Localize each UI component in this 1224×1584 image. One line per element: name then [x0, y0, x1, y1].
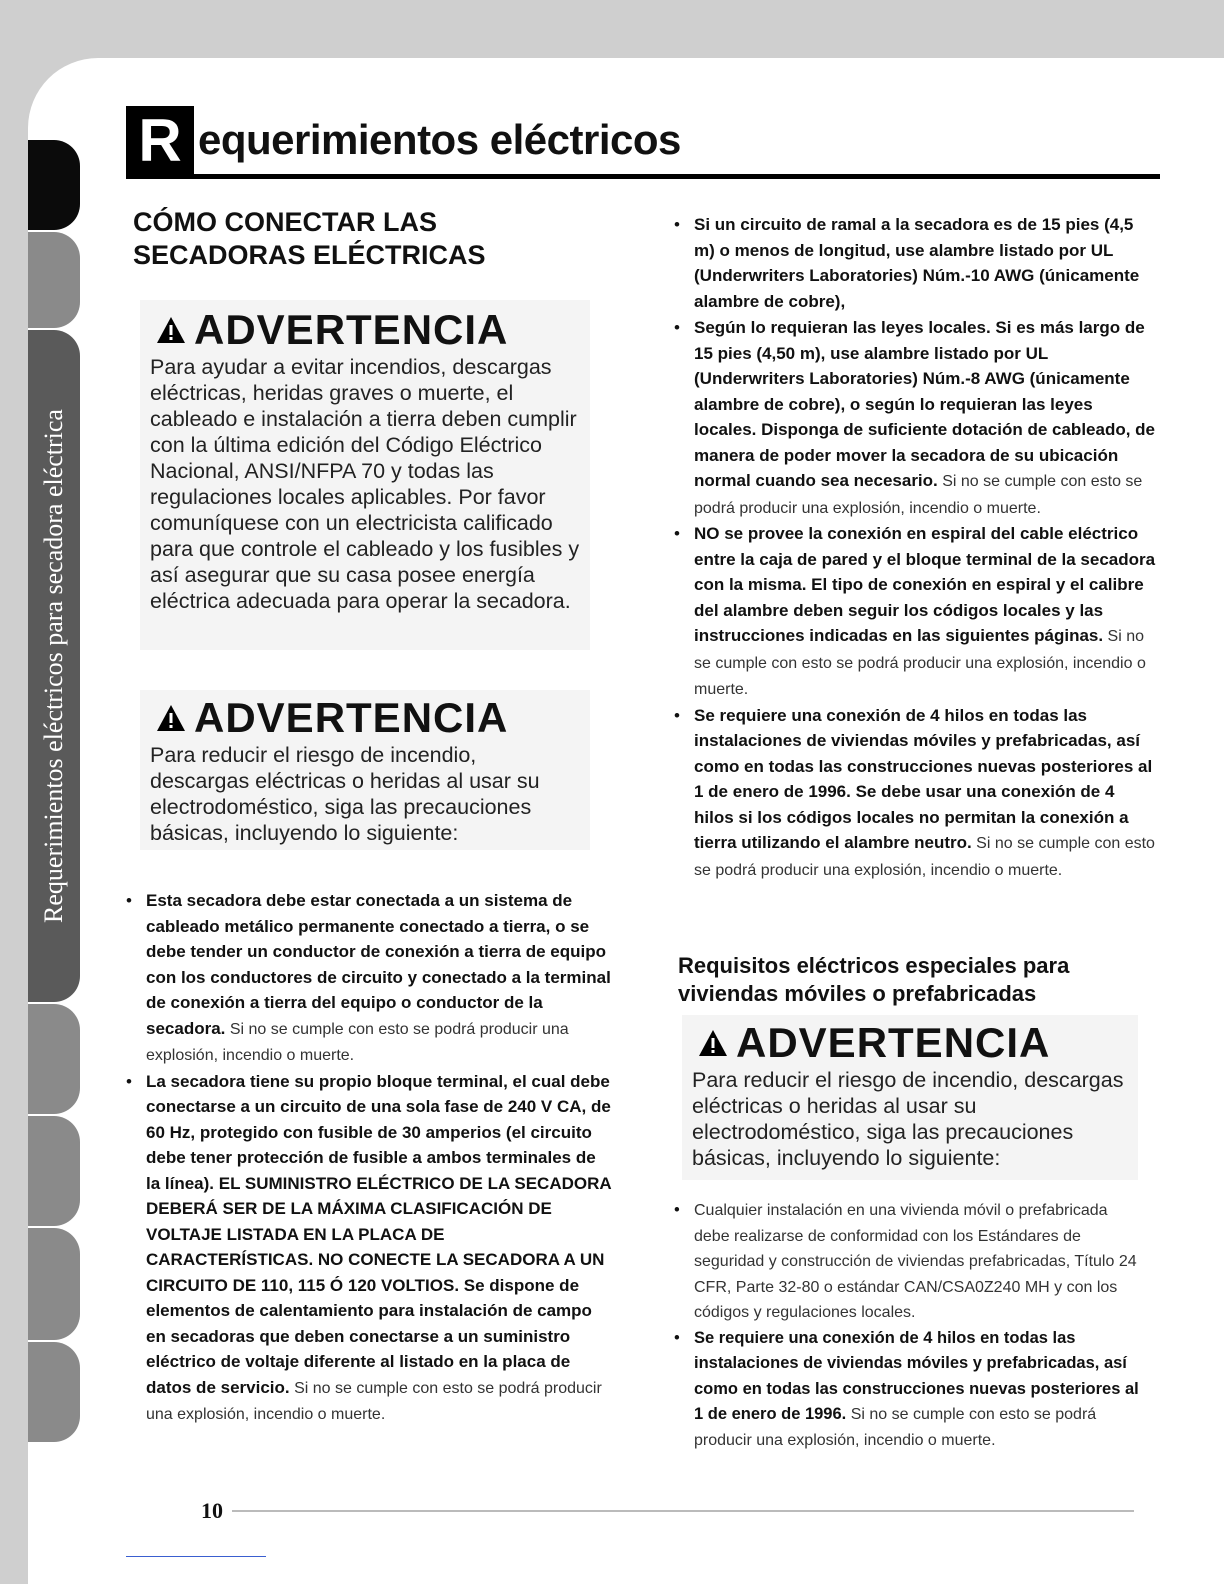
side-tab-label-wrap [28, 330, 80, 1002]
warning-box-3 [682, 1015, 1138, 1180]
side-tabs [28, 140, 80, 1584]
warning-title-1: ADVERTENCIA [194, 306, 509, 353]
side-tab-4[interactable] [28, 1004, 80, 1114]
list-item [672, 521, 1156, 703]
bullet-bold-text: Se requiere una conexión de 4 hilos en todas las instalaciones de viviendas móviles y prefabricadas, así como en todas las construcciones nuevas posteriores al 1 de enero de 1996. [694, 1328, 1139, 1423]
side-tab-2[interactable] [28, 232, 80, 328]
bullet-bold-text: Se requiere una conexión de 4 hilos en todas las instalaciones de viviendas móviles y prefabricadas, así como en todas las construcciones nuevas posteriores al 1 de enero de 1996. Se debe usar una conexión de 4 hilos si los códigos locales no permitan la conexión a tierra utilizando el alambre neutro. [694, 705, 1153, 852]
section-title [133, 206, 593, 272]
corner-line [126, 1556, 266, 1557]
bullet-normal-text: Si no se cumple con esto se podrá producir una explosión, incendio o muerte. [146, 1379, 602, 1423]
mobile-section-title: Requisitos eléctricos especiales para viviendas móviles o prefabricadas [678, 953, 1070, 1006]
bullet-bold-text: Según lo requieran las leyes locales. Si es más largo de 15 pies (4,50 m), use alambre listado por UL (Underwriters Laboratories) Núm.-8 AWG (únicamente alambre de cobre), o según lo requieran las leyes locales. Disponga de suficiente dotación de cableado, de manera de poder mover la secadora de su ubicación normal cuando sea necesario. [694, 318, 1156, 490]
list-item [672, 1326, 1142, 1454]
bullet-bold-text: La secadora tiene su propio bloque terminal, el cual debe conectarse a un circuito de una sola fase de 240 V CA, de 60 Hz, protegido con fusible de 30 amperios (el circuito debe tener protección de fusible a ambos terminales de la línea). EL SUMINISTRO ELÉCTRICO DE LA SECADORA DEBERÁ SER DE LA MÁXIMA CLASIFICACIÓN DE VOLTAJE LISTADA EN LA PLACA DE CARACTERÍSTICAS. NO CONECTE LA SECADORA A UN CIRCUITO DE 110, 115 Ó 120 VOLTIOS. Se dispone de elementos de calentamiento para instalación de campo en secadoras que deben conectarse a un suministro eléctrico de voltaje diferente al listado en la placa de datos de servicio. [146, 1071, 612, 1397]
bullet-normal-text: Si no se cumple con esto se podrá producir una explosión, incendio o muerte. [694, 628, 1146, 698]
side-tab-active[interactable] [28, 330, 80, 1002]
side-tab-1[interactable] [28, 140, 80, 230]
bullet-normal-text: Si no se cumple con esto se podrá producir una explosión, incendio o muerte. [146, 1020, 569, 1064]
warning-triangle-icon [156, 704, 186, 732]
page-header [126, 106, 1160, 178]
warning-box-2 [140, 690, 590, 850]
warning-box-1 [140, 300, 590, 650]
warning-text-2: Para reducir el riesgo de incendio, descargas eléctricas o heridas al usar su electrodoméstico, siga las precauciones básicas, incluyendo lo siguiente: [150, 743, 540, 845]
side-tab-6[interactable] [28, 1228, 80, 1340]
list-item [672, 212, 1156, 315]
page-number: 10 [201, 1498, 223, 1523]
bullet-bold-text: Esta secadora debe estar conectada a un sistema de cableado metálico permanente conectado a tierra, o se debe tender un conductor de conexión a tierra de equipo con los conductores de circuito y conectado a la terminal de conexión a tierra del equipo o conductor de la secadora. [146, 891, 611, 1038]
list-item [124, 888, 612, 1069]
warning-text-1: Para ayudar a evitar incendios, descargas eléctricas, heridas graves o muerte, el cableado e instalación a tierra deben cumplir con la última edición del Código Eléctrico Nacional, ANSI/NFPA 70 y todas las regulaciones locales aplicables. Por favor comuníquese con un electricista calificado para que controle el cableado y los fusibles y así asegurar que su casa posee energía eléctrica adecuada para operar la secadora. [150, 355, 580, 613]
list-item [672, 315, 1156, 521]
warning-title-2: ADVERTENCIA [194, 694, 509, 741]
right-bullet-list [672, 212, 1156, 883]
side-tab-5[interactable] [28, 1116, 80, 1226]
warning-title-3: ADVERTENCIA [736, 1019, 1051, 1066]
warning-heading-3 [698, 1019, 1128, 1067]
warning-triangle-icon [698, 1029, 728, 1057]
bullet-normal-text: Si no se cumple con esto se podrá producir una explosión, incendio o muerte. [694, 835, 1155, 879]
bullet-bold-text: NO se provee la conexión en espiral del cable eléctrico entre la caja de pared y el bloque terminal de la secadora con la misma. El tipo de conexión en espiral y el calibre del alambre deben seguir los códigos locales y las instrucciones indicadas en las siguientes páginas. [694, 524, 1156, 645]
page-title: equerimientos eléctricos [198, 116, 681, 163]
list-item [672, 1198, 1142, 1326]
section-title-line-1: CÓMO CONECTAR LAS [133, 207, 437, 237]
left-bullet-list [124, 888, 612, 1428]
mobile-bullet-list [672, 1198, 1142, 1453]
side-tab-7[interactable] [28, 1342, 80, 1442]
bullet-bold-text: Si un circuito de ramal a la secadora es de 15 pies (4,5 m) o menos de longitud, use alambre listado por UL (Underwriters Laboratories) Núm.-10 AWG (únicamente alambre de cobre), [694, 215, 1140, 311]
section-title-line-2: SECADORAS ELÉCTRICAS [133, 240, 486, 270]
warning-text-3: Para reducir el riesgo de incendio, descargas eléctricas o heridas al usar su electrodoméstico, siga las precauciones básicas, incluyendo lo siguiente: [692, 1068, 1124, 1170]
footer-rule [232, 1510, 1134, 1512]
title-initial: R [126, 106, 194, 174]
list-item [672, 703, 1156, 884]
bullet-normal-text: Si no se cumple con esto se podrá producir una explosión, incendio o muerte. [694, 473, 1143, 517]
list-item [124, 1069, 612, 1428]
warning-heading-1 [156, 306, 580, 354]
bullet-normal-text: Si no se cumple con esto se podrá producir una explosión, incendio o muerte. [694, 1406, 1097, 1449]
header-rule [126, 174, 1160, 179]
warning-triangle-icon [156, 316, 186, 344]
bullet-normal-text: Cualquier instalación en una vivienda móvil o prefabricada debe realizarse de conformidad con los Estándares de seguridad y construcción de viviendas prefabricadas, Título 24 CFR, Parte 32-80 o estándar CAN/CSA0Z240 MH y con los códigos y regulaciones locales. [694, 1202, 1137, 1321]
side-tab-label: Requerimientos eléctricos para secadora eléctrica [39, 409, 69, 923]
warning-heading-2 [156, 694, 580, 742]
